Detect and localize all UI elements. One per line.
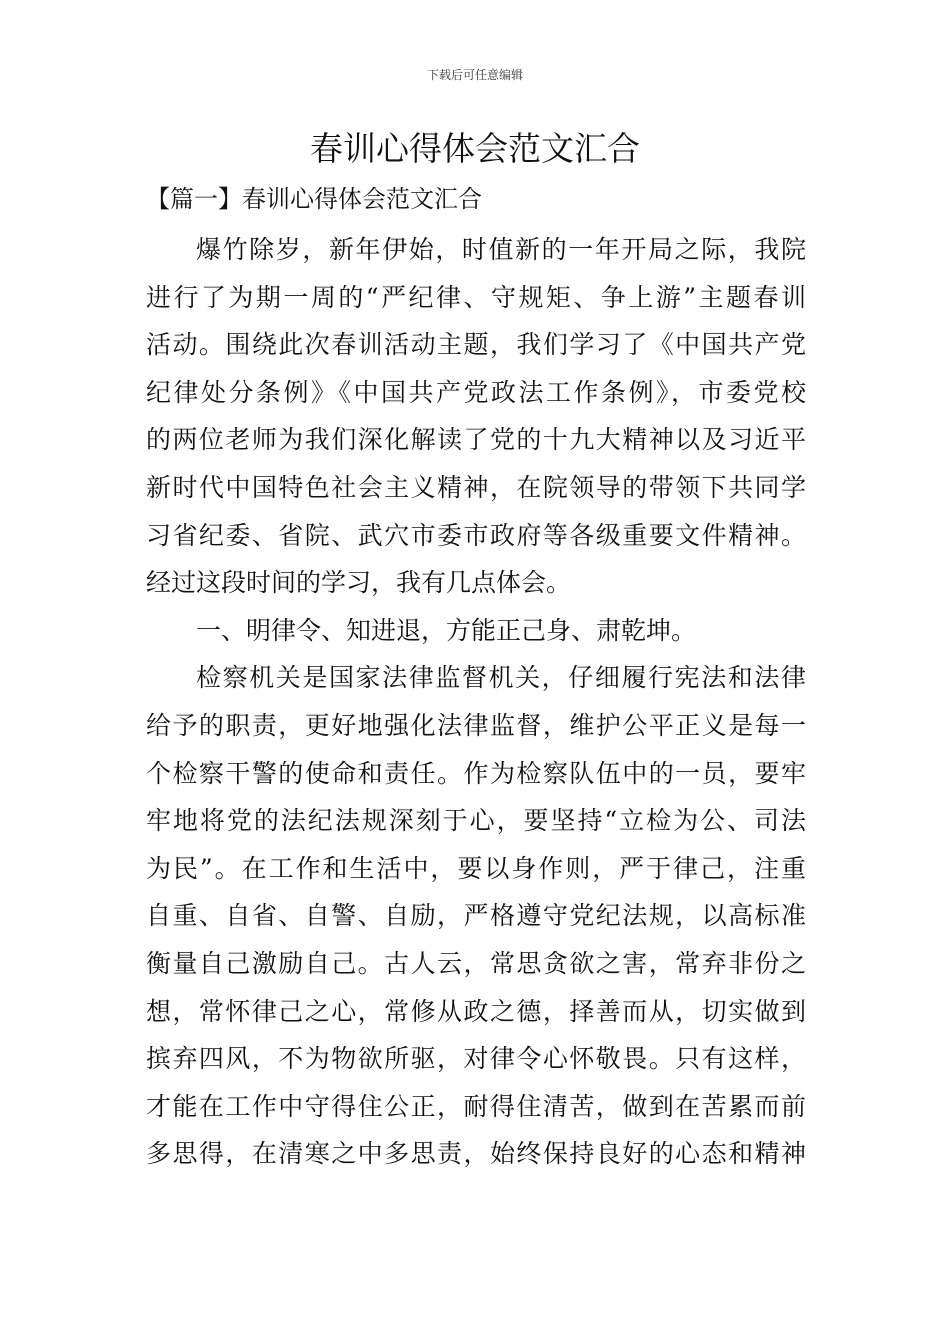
- paragraph-line: 牢地将党的法纪法规深刻于心，要坚持“立检为公、司法: [146, 806, 806, 836]
- subheading-line: 一、明律令、知进退，方能正己身、肃乾坤。: [196, 615, 697, 645]
- paragraph-line: 爆竹除岁，新年伊始，时值新的一年开局之际，我院: [196, 235, 806, 264]
- paragraph-line: 检察机关是国家法律监督机关，仔细履行宪法和法律: [196, 663, 806, 693]
- paragraph-line: 多思得，在清寒之中多思责，始终保持良好的心态和精神: [146, 1139, 806, 1169]
- paragraph-line: 为民”。在工作和生活中，要以身作则，严于律己，注重: [146, 853, 806, 883]
- section-heading: 【篇一】春训心得体会范文汇合: [146, 185, 482, 213]
- paragraph-line: 的两位老师为我们深化解读了党的十九大精神以及习近平: [146, 425, 806, 455]
- paragraph-line: 活动。围绕此次春训活动主题，我们学习了《中国共产党: [146, 330, 806, 360]
- paragraph-line: 才能在工作中守得住公正，耐得住清苦，做到在苦累而前: [146, 1091, 806, 1121]
- paragraph-line: 进行了为期一周的“严纪律、守规矩、争上游”主题春训: [146, 282, 806, 312]
- header-note: 下载后可任意编辑: [426, 68, 523, 82]
- paragraph-line: 衡量自己激励自己。古人云，常思贪欲之害，常弃非份之: [146, 948, 806, 978]
- paragraph-line: 摈弃四风，不为物欲所驱，对律令心怀敬畏。只有这样，: [146, 1044, 806, 1074]
- document-body: [146, 226, 806, 1178]
- paragraph-line: 纪律处分条例》《中国共产党政法工作条例》，市委党校: [146, 377, 806, 407]
- paragraph-line: 自重、自省、自警、自励，严格遵守党纪法规，以高标准: [146, 901, 806, 931]
- paragraph-line: 个检察干警的使命和责任。作为检察队伍中的一员，要牢: [146, 758, 806, 788]
- paragraph-line: 习省纪委、省院、武穴市委市政府等各级重要文件精神。: [146, 520, 806, 550]
- paragraph-line: 经过这段时间的学习，我有几点体会。: [146, 568, 572, 598]
- paragraph-line: 给予的职责，更好地强化法律监督，维护公平正义是每一: [146, 710, 806, 740]
- document-title: 春训心得体会范文汇合: [310, 129, 640, 168]
- paragraph-line: 新时代中国特色社会主义精神，在院领导的带领下共同学: [146, 472, 806, 502]
- paragraph-line: 想，常怀律己之心，常修从政之德，择善而从，切实做到: [146, 996, 806, 1026]
